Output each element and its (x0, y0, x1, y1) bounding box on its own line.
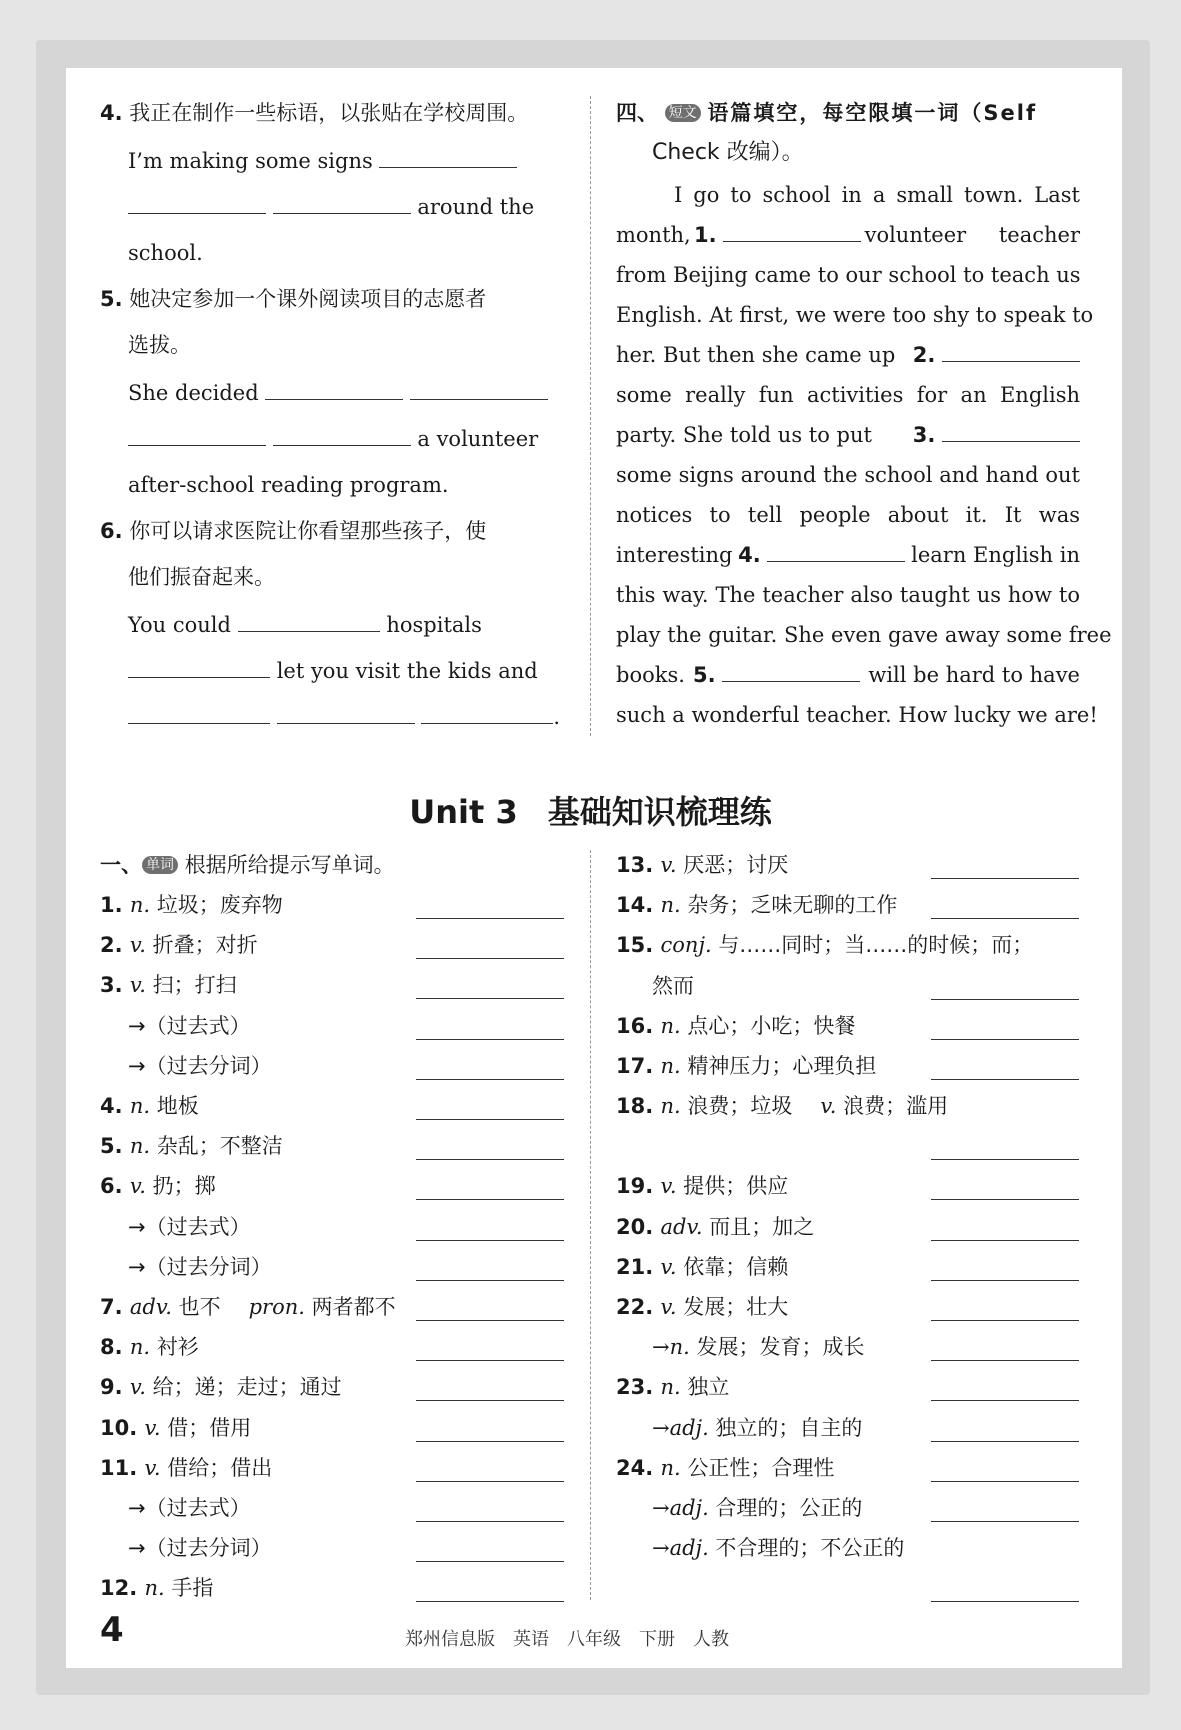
passage-line-6: some really fun activities for an English (616, 383, 1080, 407)
item-meaning: 而且；加之 (709, 1214, 815, 1239)
q6-blank-2[interactable] (128, 658, 270, 678)
word-item (652, 1332, 864, 1362)
answer-blank[interactable] (416, 1119, 564, 1120)
q6-english-line2: let you visit the kids and (128, 656, 538, 686)
word-item (616, 1292, 788, 1322)
item-number: 22. (616, 1295, 661, 1319)
word-item (100, 1091, 199, 1121)
answer-blank[interactable] (931, 878, 1079, 879)
item-number: 11. (100, 1455, 145, 1480)
item-number: 17. (616, 1054, 661, 1078)
part-of-speech: v. (660, 1254, 684, 1279)
part-of-speech: n. (660, 1094, 688, 1119)
word-item (616, 1091, 948, 1121)
part-of-speech: adv. (660, 1214, 710, 1239)
answer-blank[interactable] (416, 1320, 564, 1321)
item-meaning: 独立的；自主的 (715, 1415, 863, 1440)
word-item (128, 1533, 272, 1563)
passage-line-4: English. At first, we were too shy to speak to (616, 303, 1094, 327)
passage-line-3: from Beijing came to our school to teach us (616, 263, 1081, 287)
passage-line-8: some signs around the school and hand out (616, 463, 1080, 487)
item-meaning: →（过去式） (128, 1013, 251, 1038)
part-of-speech: n. (660, 893, 688, 918)
item-meaning: 合理的；公正的 (715, 1496, 863, 1520)
word-item (652, 1413, 862, 1443)
word-item (100, 1131, 283, 1161)
part-of-speech: v. (660, 1174, 684, 1199)
word-item (616, 850, 788, 880)
passage-line-1: I go to school in a small town. Last (674, 183, 1080, 207)
q4-english-line1: I’m making some signs (128, 146, 517, 176)
item-number: 16. (616, 1013, 661, 1038)
item-meaning: 与……同时；当……的时候；而； (718, 933, 1034, 958)
word-item (652, 1533, 904, 1563)
word-item (616, 890, 897, 920)
word-item (616, 1171, 788, 1201)
word-item (100, 1292, 396, 1322)
item-meaning: →（过去分词） (128, 1536, 272, 1561)
passage-heading-line2: Check 改编）。 (652, 140, 804, 165)
item-meaning: 衬衫 (156, 1335, 199, 1360)
bottom-column-divider (590, 850, 591, 1600)
item-meaning: 依靠；信赖 (683, 1254, 789, 1279)
part-of-speech: v. (129, 973, 153, 998)
part-of-speech: →adj. (652, 1496, 716, 1520)
item-number: 20. (616, 1214, 661, 1239)
item-number: 19. (616, 1174, 661, 1199)
passage-line-7: party. She told us to put 3. (616, 420, 1080, 450)
item-meaning: 借给；借出 (167, 1455, 273, 1480)
word-tag: 单词 (142, 856, 178, 874)
q5-english-line2: a volunteer (128, 424, 538, 454)
q6-blank-1[interactable] (238, 612, 380, 632)
answer-blank[interactable] (416, 1240, 564, 1241)
passage-blank-3[interactable] (942, 422, 1080, 442)
q6-chinese-line2: 他们振奋起来。 (128, 565, 275, 589)
item-meaning: 两者都不 (311, 1295, 396, 1319)
item-meaning: 也不 (178, 1295, 221, 1319)
item-number: 5. (100, 1134, 130, 1159)
part-of-speech: v. (129, 1375, 153, 1400)
word-item (100, 1453, 272, 1483)
item-meaning: 地板 (156, 1094, 199, 1118)
item-number: 4. (100, 1094, 130, 1118)
item-meaning: 然而 (652, 973, 694, 998)
item-meaning: 手指 (171, 1576, 214, 1601)
q4-blank-1[interactable] (379, 148, 517, 168)
item-meaning: 厌恶；讨厌 (683, 853, 789, 877)
q6-blank-5[interactable] (421, 704, 553, 724)
passage-blank-4[interactable] (767, 542, 905, 562)
part-of-speech: n. (660, 1455, 688, 1480)
item-meaning: 借；借用 (167, 1415, 252, 1440)
short-text-tag: 短文 (665, 104, 701, 122)
q6-english-line3: . (128, 702, 560, 732)
item-meaning: →（过去式） (128, 1496, 251, 1520)
q5-blank-4[interactable] (273, 426, 411, 446)
item-number: 1. (100, 893, 130, 917)
item-meaning: 发展；壮大 (683, 1295, 789, 1319)
word-item (100, 930, 258, 960)
item-number: 6. (100, 1174, 130, 1199)
answer-blank[interactable] (416, 918, 564, 919)
item-meaning: 浪费；垃圾 (687, 1094, 793, 1119)
part-of-speech: n. (660, 1054, 688, 1078)
passage-line-12: play the guitar. She even gave away some free (616, 623, 1112, 647)
answer-blank[interactable] (416, 1601, 564, 1602)
item-number: 8. (100, 1335, 130, 1360)
q4-chinese: 4. 我正在制作一些标语，以张贴在学校周围。 (100, 101, 529, 125)
passage-line-2: month, 1. volunteer teacher (616, 223, 1080, 247)
answer-blank[interactable] (416, 1159, 564, 1160)
item-number: 24. (616, 1455, 661, 1480)
q4-blank-2[interactable] (128, 194, 266, 214)
item-number: 18. (616, 1094, 661, 1119)
part-of-speech: n. (144, 1576, 172, 1601)
passage-blank-2[interactable] (942, 342, 1080, 362)
item-meaning: 扔；掷 (152, 1174, 216, 1199)
part-of-speech: n. (129, 1335, 157, 1360)
part-of-speech: n. (660, 1375, 688, 1400)
q4-english-line3: school. (128, 241, 203, 265)
item-number: 23. (616, 1375, 661, 1400)
answer-blank[interactable] (931, 1521, 1079, 1522)
part-of-speech: →n. (652, 1335, 697, 1360)
q4-english-line2: around the (128, 192, 534, 222)
item-meaning: 点心；小吃；快餐 (687, 1013, 856, 1038)
item-meaning: 发展；发育；成长 (696, 1335, 865, 1360)
passage-line-11: this way. The teacher also taught us how to (616, 583, 1080, 607)
answer-blank[interactable] (931, 1039, 1079, 1040)
q6-blank-3[interactable] (128, 704, 270, 724)
part-of-speech: n. (129, 1094, 157, 1118)
answer-blank[interactable] (416, 1079, 564, 1080)
item-number: 7. (100, 1295, 130, 1319)
answer-blank[interactable] (416, 958, 564, 959)
q6-english-line1: You could hospitals (128, 613, 482, 637)
passage-line-13: books. 5. will be hard to have (616, 663, 1080, 687)
item-number: 21. (616, 1254, 661, 1279)
item-number: 2. (100, 933, 130, 958)
answer-blank[interactable] (416, 1561, 564, 1562)
section-one-heading: 一、 单词 根据所给提示写单词。 (100, 853, 395, 877)
answer-blank[interactable] (931, 999, 1079, 1000)
word-item (616, 930, 1033, 960)
word-item (616, 1453, 834, 1483)
item-meaning: 浪费；滥用 (843, 1094, 949, 1119)
part-of-speech: v. (660, 853, 684, 877)
item-number: 15. (616, 933, 661, 958)
part-of-speech: →adj. (652, 1536, 716, 1561)
item-meaning: 提供；供应 (683, 1174, 789, 1199)
q5-chinese-line1: 5. 她决定参加一个课外阅读项目的志愿者 (100, 287, 487, 311)
item-meaning: 精神压力；心理负担 (687, 1054, 877, 1078)
part-of-speech: v. (129, 933, 153, 958)
answer-blank[interactable] (931, 1199, 1079, 1200)
part-of-speech: n. (660, 1013, 688, 1038)
word-item (616, 1051, 876, 1081)
answer-blank[interactable] (416, 1521, 564, 1522)
answer-blank[interactable] (931, 918, 1079, 919)
word-item (100, 1332, 199, 1362)
q6-blank-4[interactable] (277, 704, 415, 724)
q4-blank-3[interactable] (273, 194, 411, 214)
word-item (128, 1051, 272, 1081)
item-meaning: →（过去式） (128, 1214, 251, 1239)
item-number: 14. (616, 893, 661, 918)
word-item (100, 970, 237, 1000)
page-number: 4 (100, 1610, 124, 1650)
q5-chinese-line2: 选拔。 (128, 333, 191, 357)
item-meaning: 杂乱；不整洁 (156, 1134, 283, 1159)
item-meaning: 独立 (687, 1375, 730, 1400)
word-item (616, 1372, 729, 1402)
item-meaning: 给；递；走过；通过 (152, 1375, 342, 1400)
item-number: 12. (100, 1576, 145, 1601)
item-meaning: 折叠；对折 (152, 933, 258, 958)
q5-blank-3[interactable] (128, 426, 266, 446)
word-item (100, 1413, 251, 1443)
q5-english-line1: She decided (128, 378, 548, 408)
item-meaning: →（过去分词） (128, 1254, 272, 1279)
word-item (128, 1252, 272, 1282)
answer-blank[interactable] (416, 1280, 564, 1281)
answer-blank[interactable] (931, 1481, 1079, 1482)
word-item (616, 1212, 814, 1242)
word-item (616, 1252, 788, 1282)
answer-blank[interactable] (416, 1400, 564, 1401)
part-of-speech: v. (144, 1415, 168, 1440)
item-meaning: 扫；打扫 (152, 973, 237, 998)
item-number: 10. (100, 1415, 145, 1440)
passage-blank-5[interactable] (722, 662, 860, 682)
answer-blank[interactable] (931, 1159, 1079, 1160)
part-of-speech: v. (129, 1174, 153, 1199)
answer-blank[interactable] (931, 1079, 1079, 1080)
passage-line-5: her. But then she came up 2. (616, 340, 1080, 370)
part-of-speech: →adj. (652, 1415, 716, 1440)
answer-blank[interactable] (416, 1360, 564, 1361)
part-of-speech: v. (660, 1295, 684, 1319)
part-of-speech: pron. (248, 1295, 312, 1319)
item-number: 3. (100, 973, 130, 998)
part-of-speech: v. (144, 1455, 168, 1480)
q6-chinese-line1: 6. 你可以请求医院让你看望那些孩子，使 (100, 519, 487, 543)
answer-blank[interactable] (416, 1481, 564, 1482)
passage-heading-line1: 四、 短文 语篇填空，每空限填一词（Self (616, 101, 1038, 125)
answer-blank[interactable] (416, 1039, 564, 1040)
word-item (100, 890, 283, 920)
word-item (128, 1212, 251, 1242)
word-item (128, 1493, 251, 1523)
word-item (616, 1011, 855, 1041)
word-item (100, 1573, 213, 1603)
top-column-divider (590, 96, 591, 736)
item-meaning: 垃圾；废弃物 (156, 893, 283, 917)
passage-line-10: interesting 4. learn English in (616, 543, 1080, 567)
answer-blank[interactable] (416, 1199, 564, 1200)
answer-blank[interactable] (416, 998, 564, 999)
passage-blank-1[interactable] (723, 222, 861, 242)
item-number: 13. (616, 853, 661, 877)
passage-line-14: such a wonderful teacher. How lucky we are! (616, 703, 1098, 727)
part-of-speech: conj. (660, 933, 719, 958)
part-of-speech: adv. (129, 1295, 179, 1319)
answer-blank[interactable] (931, 1601, 1079, 1602)
q5-english-line3: after-school reading program. (128, 473, 449, 497)
part-of-speech: v. (820, 1094, 844, 1119)
unit-title: Unit 3 基础知识梳理练 (409, 793, 772, 831)
part-of-speech: n. (129, 1134, 157, 1159)
passage-line-9: notices to tell people about it. It was (616, 503, 1080, 527)
answer-blank[interactable] (931, 1240, 1079, 1241)
item-meaning: 公正性；合理性 (687, 1455, 835, 1480)
q5-blank-2[interactable] (410, 380, 548, 400)
answer-blank[interactable] (931, 1441, 1079, 1442)
answer-blank[interactable] (931, 1400, 1079, 1401)
word-item (128, 1011, 251, 1041)
part-of-speech: n. (129, 893, 157, 917)
word-item (652, 1493, 862, 1523)
q5-blank-1[interactable] (265, 380, 403, 400)
item-meaning: 不合理的；不公正的 (715, 1536, 905, 1561)
answer-blank[interactable] (416, 1441, 564, 1442)
answer-blank[interactable] (931, 1320, 1079, 1321)
word-item (652, 971, 694, 1001)
item-number: 9. (100, 1375, 130, 1400)
word-item (100, 1372, 342, 1402)
item-meaning: 杂务；乏味无聊的工作 (687, 893, 898, 918)
word-item (100, 1171, 216, 1201)
answer-blank[interactable] (931, 1280, 1079, 1281)
item-meaning: →（过去分词） (128, 1053, 272, 1078)
answer-blank[interactable] (931, 1360, 1079, 1361)
